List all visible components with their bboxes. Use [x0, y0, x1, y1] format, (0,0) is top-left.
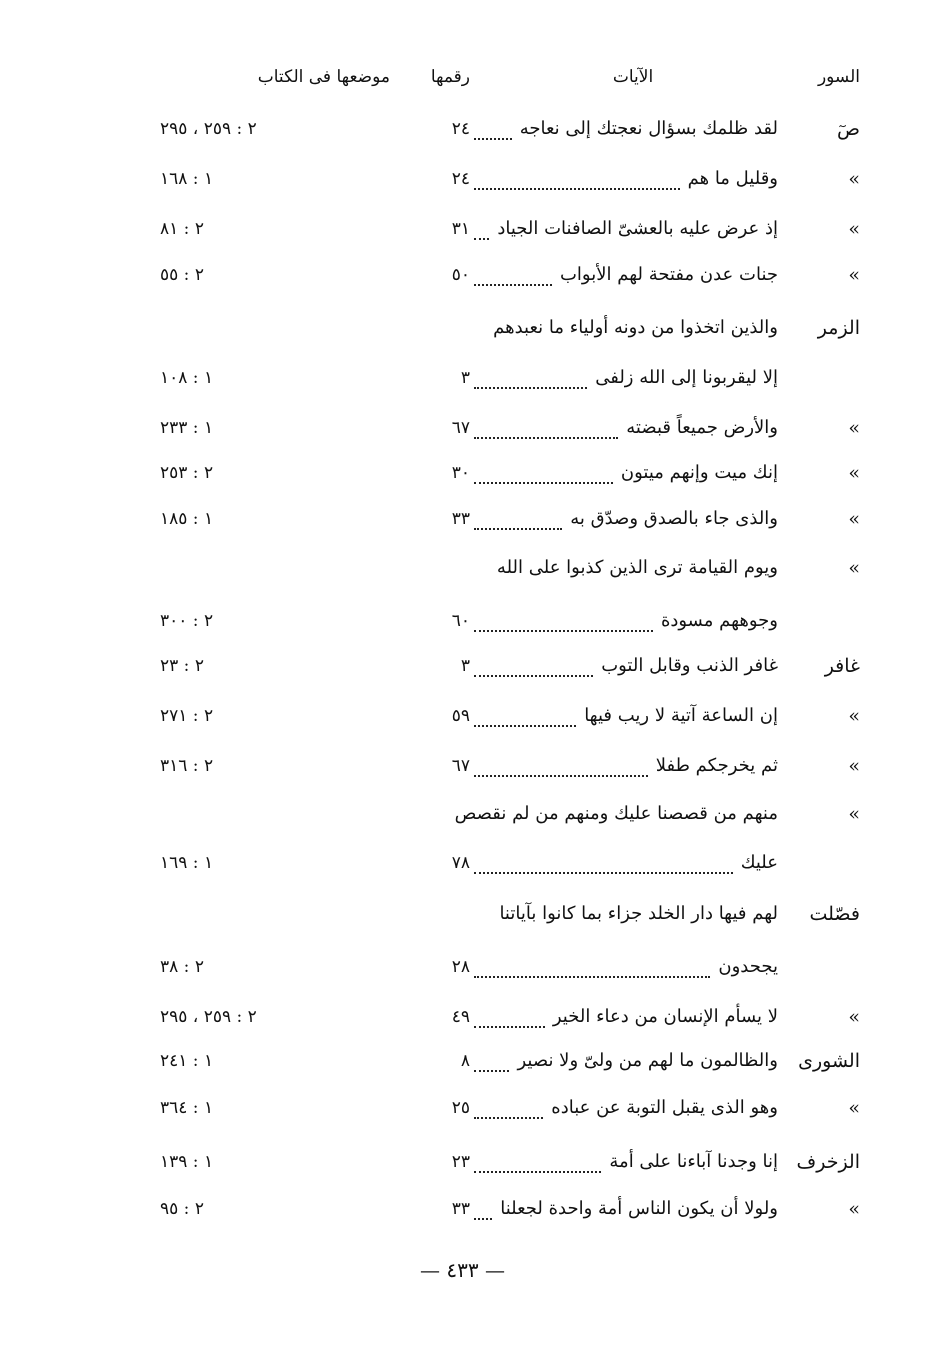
- verse-text: والأرض جميعاً قبضته: [626, 417, 778, 438]
- verse-text: منهم من قصصنا عليك ومنهم من لم نقصص: [454, 803, 778, 824]
- surah-name: »: [848, 803, 860, 825]
- verse-text: جنات عدن مفتحة لهم الأبواب: [559, 264, 778, 285]
- verse-text: لهم فيها دار الخلد جزاء بما كانوا بآياتنا: [499, 903, 778, 924]
- surah-name: الزمر: [817, 317, 860, 339]
- table-header: [160, 60, 860, 94]
- book-location: ١ : ١٦٩: [160, 853, 214, 873]
- surah-name: فصّلت: [809, 903, 860, 925]
- verse-number: ٣: [460, 368, 470, 388]
- verse-text: إلا ليقربونا إلى الله زلفى: [595, 367, 778, 388]
- verse-text: لا يسأم الإنسان من دعاء الخير: [552, 1006, 778, 1027]
- surah-name: [798, 950, 860, 984]
- table-row: [160, 897, 860, 931]
- verse-text: وهو الذى يقبل التوبة عن عباده: [551, 1097, 778, 1118]
- verse-text: إن الساعة آتية لا ريب فيها: [584, 705, 778, 726]
- book-location: ٢ : ٥٥: [160, 265, 204, 285]
- verse-number: ٢٥: [451, 1098, 470, 1118]
- dot-leader: [474, 761, 648, 777]
- book-location: ١ : ١٦٨: [160, 169, 214, 189]
- surah-name: »: [848, 1097, 860, 1119]
- header-surah: السور: [817, 67, 860, 87]
- dot-leader: [474, 373, 587, 389]
- dot-leader: [474, 174, 680, 190]
- table-row: [160, 112, 860, 146]
- verse-number: [410, 797, 470, 831]
- book-location: ١ : ١٠٨: [160, 368, 214, 388]
- dot-leader: [474, 858, 733, 874]
- dot-leader: [474, 962, 710, 978]
- book-location: ٢ : ٩٥: [160, 1199, 204, 1219]
- surah-name: [798, 604, 860, 638]
- dot-leader: [474, 270, 552, 286]
- surah-name: غافر: [824, 655, 860, 677]
- verse-number: ٣: [460, 656, 470, 676]
- table-row: [160, 502, 860, 536]
- header-number: رقمها: [430, 67, 470, 87]
- verse-number: ٢٤: [451, 169, 470, 189]
- verse-number: ٧٨: [451, 853, 470, 873]
- verse-number: ٣١: [451, 219, 470, 239]
- table-row: [160, 1192, 860, 1226]
- table-row: [160, 846, 860, 880]
- verse-number: ٣٣: [451, 509, 470, 529]
- header-location: موضعها فى الكتاب: [257, 67, 390, 87]
- verse-text: ولولا أن يكون الناس أمة واحدة لجعلنا: [500, 1198, 778, 1219]
- surah-name: »: [848, 1006, 860, 1028]
- verse-number: ٢٨: [451, 957, 470, 977]
- verse-text: والذين اتخذوا من دونه أولياء ما نعبدهم: [493, 317, 778, 338]
- surah-name: الشورى: [798, 1050, 860, 1072]
- dot-leader: [474, 1012, 545, 1028]
- surah-name: »: [848, 1198, 860, 1220]
- table-row: [160, 212, 860, 246]
- verse-number: ٨: [460, 1051, 470, 1071]
- verse-text: عليك: [740, 852, 778, 873]
- book-location: [160, 797, 350, 831]
- book-location: ٢ : ٨١: [160, 219, 204, 239]
- table-row: [160, 258, 860, 292]
- verse-text: غافر الذنب وقابل التوب: [601, 655, 778, 676]
- book-location: ١ : ١٣٩: [160, 1152, 214, 1172]
- surah-name: »: [848, 264, 860, 286]
- book-location: [160, 897, 350, 931]
- verse-text: لقد ظلمك بسؤال نعجتك إلى نعاجه: [519, 118, 778, 139]
- verse-text: والظالمون ما لهم من ولىّ ولا نصير: [517, 1050, 778, 1071]
- dot-leader: [474, 423, 618, 439]
- verse-number: ٣٣: [451, 1199, 470, 1219]
- table-row: [160, 551, 860, 585]
- table-row: [160, 1091, 860, 1125]
- table-row: [160, 749, 860, 783]
- surah-name: »: [848, 462, 860, 484]
- verse-number: ٦٠: [451, 611, 470, 631]
- header-verses: الآيات: [612, 67, 654, 87]
- verse-number: [410, 551, 470, 585]
- surah-name: صٓ: [837, 118, 860, 140]
- table-row: [160, 311, 860, 345]
- verse-text: إنك ميت وإنهم ميتون: [620, 462, 778, 483]
- table-row: [160, 361, 860, 395]
- book-location: [160, 311, 350, 345]
- book-location: ٢ : ٢٥٩ ، ٢٩٥: [160, 119, 257, 139]
- dot-leader: [474, 1056, 509, 1072]
- dot-leader: [474, 616, 653, 632]
- dot-leader: [474, 711, 576, 727]
- verse-number: ٢٤: [451, 119, 470, 139]
- verse-number: [410, 897, 470, 931]
- surah-name: »: [848, 417, 860, 439]
- dot-leader: [474, 1204, 492, 1220]
- book-location: ١ : ٣٦٤: [160, 1098, 214, 1118]
- verse-text: ثم يخرجكم طفلا: [655, 755, 778, 776]
- book-location: [160, 551, 350, 585]
- table-row: [160, 1145, 860, 1179]
- verse-text: وقليل ما هم: [687, 168, 778, 189]
- verse-text: إذ عرض عليه بالعشىّ الصافنات الجياد: [497, 218, 778, 239]
- book-location: ٢ : ٣١٦: [160, 756, 214, 776]
- dot-leader: [474, 468, 613, 484]
- page-number: — ٤٣٣ —: [420, 1258, 505, 1282]
- book-location: ٢ : ٢٥٩ ، ٢٩٥: [160, 1007, 257, 1027]
- book-location: ١ : ١٨٥: [160, 509, 214, 529]
- dot-leader: [474, 224, 489, 240]
- table-row: [160, 950, 860, 984]
- verse-text: ويوم القيامة ترى الذين كذبوا على الله: [496, 557, 778, 578]
- surah-name: »: [848, 557, 860, 579]
- surah-name: »: [848, 755, 860, 777]
- verse-number: ٤٩: [451, 1007, 470, 1027]
- book-location: ١ : ٢٣٣: [160, 418, 214, 438]
- table-row: [160, 699, 860, 733]
- verse-number: ٢٣: [451, 1152, 470, 1172]
- dot-leader: [474, 1103, 543, 1119]
- surah-name: الزخرف: [796, 1151, 860, 1173]
- book-location: ١ : ٢٤١: [160, 1051, 214, 1071]
- verse-number: ٣٠: [451, 463, 470, 483]
- book-location: ٢ : ٢٥٣: [160, 463, 214, 483]
- surah-name: »: [848, 508, 860, 530]
- book-location: ٢ : ٢٣: [160, 656, 204, 676]
- dot-leader: [474, 1157, 601, 1173]
- table-row: [160, 1000, 860, 1034]
- table-row: [160, 162, 860, 196]
- table-row: [160, 604, 860, 638]
- book-location: ٢ : ٢٧١: [160, 706, 214, 726]
- verse-number: ٦٧: [451, 418, 470, 438]
- surah-name: »: [848, 218, 860, 240]
- table-row: [160, 797, 860, 831]
- table-row: [160, 1044, 860, 1078]
- verse-number: [410, 311, 470, 345]
- verse-number: ٥٩: [451, 706, 470, 726]
- surah-name: [798, 361, 860, 395]
- dot-leader: [474, 514, 562, 530]
- surah-name: [798, 846, 860, 880]
- book-location: ٢ : ٣٠٠: [160, 611, 214, 631]
- dot-leader: [474, 124, 512, 140]
- verse-number: ٦٧: [451, 756, 470, 776]
- table-row: [160, 456, 860, 490]
- surah-name: »: [848, 168, 860, 190]
- dot-leader: [474, 661, 593, 677]
- verse-text: يجحدون: [718, 956, 778, 977]
- surah-name: »: [848, 705, 860, 727]
- verse-text: إنا وجدنا آباءنا على أمة: [609, 1151, 778, 1172]
- verse-number: ٥٠: [451, 265, 470, 285]
- verse-text: وجوههم مسودة: [660, 610, 778, 631]
- table-row: [160, 411, 860, 445]
- book-location: ٢ : ٣٨: [160, 957, 204, 977]
- verse-text: والذى جاء بالصدق وصدّق به: [570, 508, 778, 529]
- table-row: [160, 649, 860, 683]
